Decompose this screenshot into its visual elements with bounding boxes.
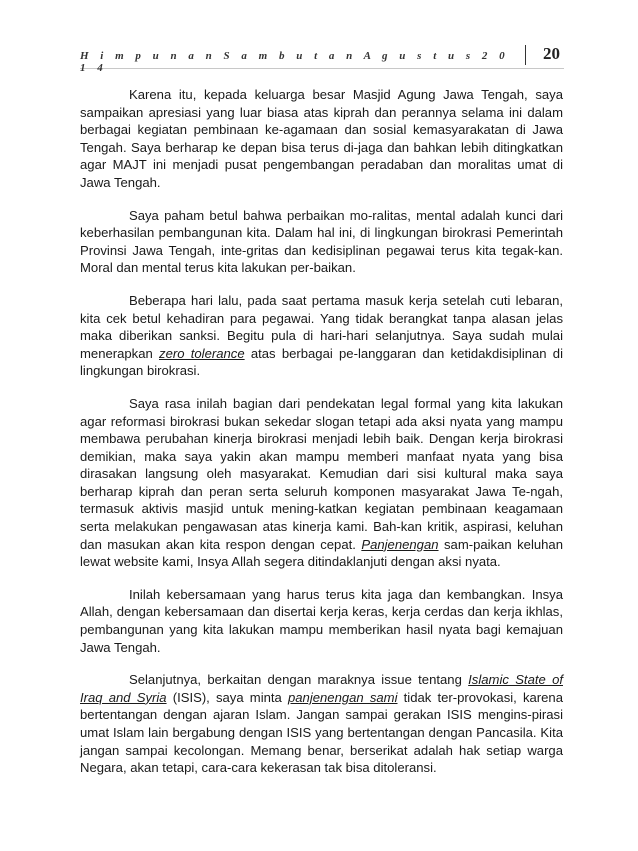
- paragraph-3: [80, 292, 563, 380]
- paragraph-4: [80, 395, 563, 571]
- italic-term: [159, 346, 245, 361]
- paragraph-text: Saya rasa inilah bagian dari pendekatan legal formal yang kita lakukan agar reformasi birokrasi bukan sekedar slogan tetapi ada aksi nyata yang mampu membawa perubahan kinerja birokrasi menjadi lebih baik. Dengan kerja birokrasi demikian, maka saya yakin akan mampu memberi manfaat nyata yang bisa dirasakan langsung oleh masyarakat. Kemudian dari sisi kultural maka saya berharap kiprah dan peran serta seluruh komponen masyarakat Jawa Te-ngah, termasuk aktivis masjid untuk mening-katkan kegiatan pembinaan keagamaan serta melakukan pengawasan atas kinerja kami. Bah-kan kritik, aspirasi, keluhan dan masukan akan kita respon dengan cepat.: [80, 395, 563, 552]
- paragraph-1: [80, 86, 563, 192]
- paragraph-text: tidak ter-provokasi, karena bertentangan dengan ajaran Islam. Jangan sampai gerakan ISIS mengins-pirasi umat Islam lain bergabung dengan ISIS yang bertentangan dengan Pancasila. Kita jangan sampai kecolongan. Memang benar, berserikat adalah hak setiap warga Negara, akan tetapi, cara-cara kekerasan tak bisa ditoleransi.: [80, 689, 563, 776]
- header-title: H i m p u n a n S a m b u t a n A g u s t u s 2 0 1 4: [80, 50, 510, 74]
- paragraph-text: Selanjutnya, berkaitan dengan maraknya issue tentang: [129, 672, 469, 688]
- header-separator: [525, 45, 526, 65]
- paragraph-text: Inilah kebersamaan yang harus terus kita jaga dan kembangkan. Insya Allah, dengan kebersamaan dan disertai kerja keras, kerja cerdas dan kerja ikhlas, pembangunan yang kita lakukan mampu memberikan hasil nyata bagi kemajuan Jawa Tengah.: [80, 586, 563, 655]
- paragraph-text: Beberapa hari lalu, pada saat pertama masuk kerja setelah cuti lebaran, kita cek betul kehadiran para pegawai. Yang tidak berangkat tanpa alasan jelas maka diberikan sanksi. Begitu pula di hari-hari selanjutnya. Saya sudah mulai menerapkan: [80, 292, 563, 361]
- underlined-term: Panjenengan: [361, 536, 439, 552]
- paragraph-5: [80, 586, 563, 656]
- paragraph-text: Saya paham betul bahwa perbaikan mo-ralitas, mental adalah kunci dari keberhasilan pembangunan kita. Dalam hal ini, di lingkungan birokrasi Pemerintah Provinsi Jawa Tengah, inte-gritas dan kedisiplinan pegawai terus kita tegak-kan. Moral dan mental terus kita lakukan per-baikan.: [80, 207, 563, 276]
- underlined-term: Islamic State of Iraq and Syria: [80, 672, 563, 705]
- italic-term: [361, 537, 438, 552]
- page-number: 20: [543, 44, 560, 63]
- paragraph-text: Karena itu, kepada keluarga besar Masjid Agung Jawa Tengah, saya sampaikan apresiasi yang luar biasa atas kiprah dan perannya selama ini dalam berbagai kegiatan pembinaan ke-agamaan dan sosial kemasyarakatan di Jawa Tengah. Saya berharap ke depan bisa terus di-jaga dan bahkan lebih ditingkatkan agar MAJT ini menjadi pusat pengembangan peradaban dan moralitas umat di Jawa Tengah.: [80, 87, 563, 190]
- underlined-term: zero tolerance: [159, 345, 245, 361]
- page-header: [80, 40, 564, 74]
- paragraph-text: atas berbagai pe-langgaran dan ketidakdisiplinan di lingkungan birokrasi.: [80, 345, 563, 379]
- paragraph-2: [80, 207, 563, 277]
- paragraph-text: (ISIS), saya minta: [166, 689, 288, 705]
- underlined-term: panjenengan sami: [287, 689, 398, 705]
- paragraph-text: sam-paikan keluhan lewat website kami, Insya Allah segera ditindaklanjuti dengan aksi nyata.: [80, 536, 563, 570]
- paragraph-6: [80, 671, 563, 777]
- italic-term: [288, 690, 398, 705]
- document-body: [80, 86, 563, 777]
